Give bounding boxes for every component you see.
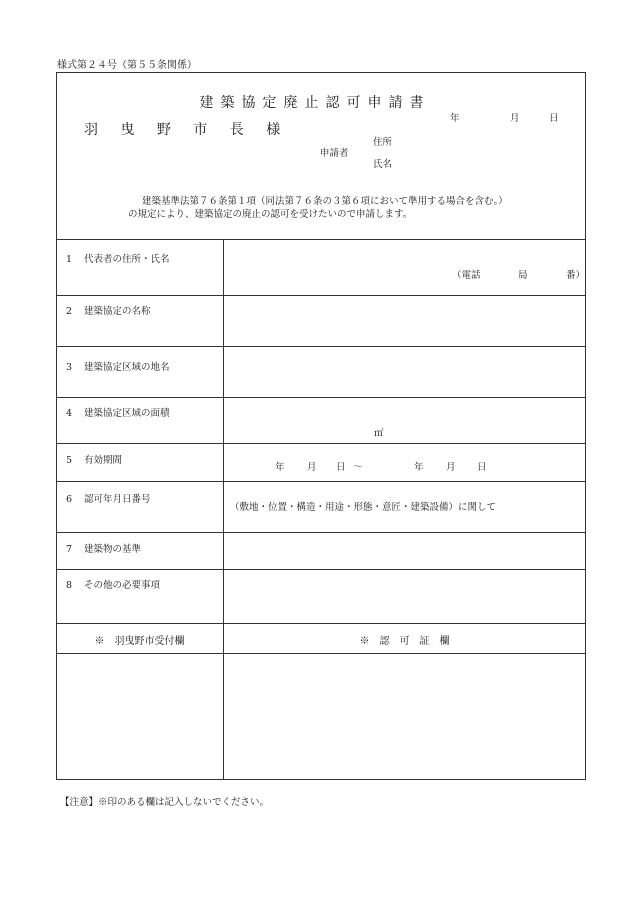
phone-open: （電話	[452, 270, 481, 281]
validity-month-1: 月	[307, 462, 317, 473]
row-divider	[56, 397, 586, 398]
row-number: 3	[66, 362, 73, 373]
validity-tilde: ～	[353, 462, 363, 473]
row-divider	[56, 443, 586, 444]
row-label: その他の必要事項	[84, 580, 161, 591]
row-building-standard	[66, 541, 141, 555]
row-number: 4	[66, 408, 73, 419]
row-number: 2	[66, 306, 73, 317]
validity-month-2: 月	[446, 462, 456, 473]
row-divider	[56, 653, 586, 654]
row-divider	[56, 623, 586, 624]
row-label: 建築物の基準	[84, 544, 142, 555]
row-label: 建築協定区域の面積	[84, 408, 170, 419]
applicant-label: 申請者	[320, 148, 349, 159]
row-validity	[66, 452, 122, 466]
column-divider	[223, 239, 224, 780]
validity-day-1: 日	[336, 462, 346, 473]
form-frame	[56, 72, 586, 780]
row-agreement-name	[66, 303, 151, 317]
row-divider	[56, 346, 586, 347]
form-title: 建築協定廃止認可申請書	[199, 95, 431, 111]
row-area-size	[66, 405, 170, 419]
date-day: 日	[549, 113, 559, 124]
reception-header: ※ 羽曳野市受付欄	[94, 636, 185, 647]
row-approval-date	[66, 491, 151, 505]
area-unit: ㎡	[374, 428, 384, 439]
approval-scope: （敷地・位置・構造・用途・形態・意匠・建築設備）に関して	[230, 502, 497, 513]
phone-station: 局	[518, 270, 528, 281]
row-number: 8	[66, 580, 73, 591]
certificate-header: ※ 認 可 証 欄	[359, 636, 450, 647]
row-divider	[56, 295, 586, 296]
date-year: 年	[450, 113, 460, 124]
table-top-line	[56, 239, 586, 240]
row-area-place	[66, 359, 170, 373]
row-number: 5	[66, 455, 73, 466]
statement-line-2: の規定により、建築協定の廃止の認可を受けたいので申請します。	[128, 209, 413, 220]
row-number: 7	[66, 544, 73, 555]
row-other	[66, 577, 160, 591]
row-divider	[56, 481, 586, 482]
validity-year-1: 年	[275, 462, 285, 473]
statement-line-1: 建築基準法第７６条第１項（同法第７６条の３第６項において準用する場合を含む。）	[142, 196, 508, 207]
phone-number: 番）	[566, 270, 586, 281]
applicant-address-label: 住所	[373, 137, 393, 148]
row-representative	[66, 251, 170, 265]
date-month: 月	[510, 113, 520, 124]
applicant-name-label: 氏名	[373, 159, 393, 170]
addressee: 羽 曳 野 市 長 様	[84, 122, 290, 138]
row-label: 認可年月日番号	[84, 494, 151, 505]
row-label: 建築協定の名称	[84, 306, 151, 317]
validity-day-2: 日	[477, 462, 487, 473]
form-number: 様式第２４号（第５５条関係）	[57, 60, 197, 71]
row-number: 1	[66, 254, 73, 265]
validity-year-2: 年	[414, 462, 424, 473]
row-label: 代表者の住所・氏名	[84, 254, 170, 265]
row-number: 6	[66, 494, 73, 505]
row-label: 建築協定区域の地名	[84, 362, 170, 373]
notice: 【注意】※印のある欄は記入しないでください。	[60, 797, 270, 808]
row-label: 有効期間	[84, 455, 123, 466]
row-divider	[56, 532, 586, 533]
row-divider	[56, 569, 586, 570]
